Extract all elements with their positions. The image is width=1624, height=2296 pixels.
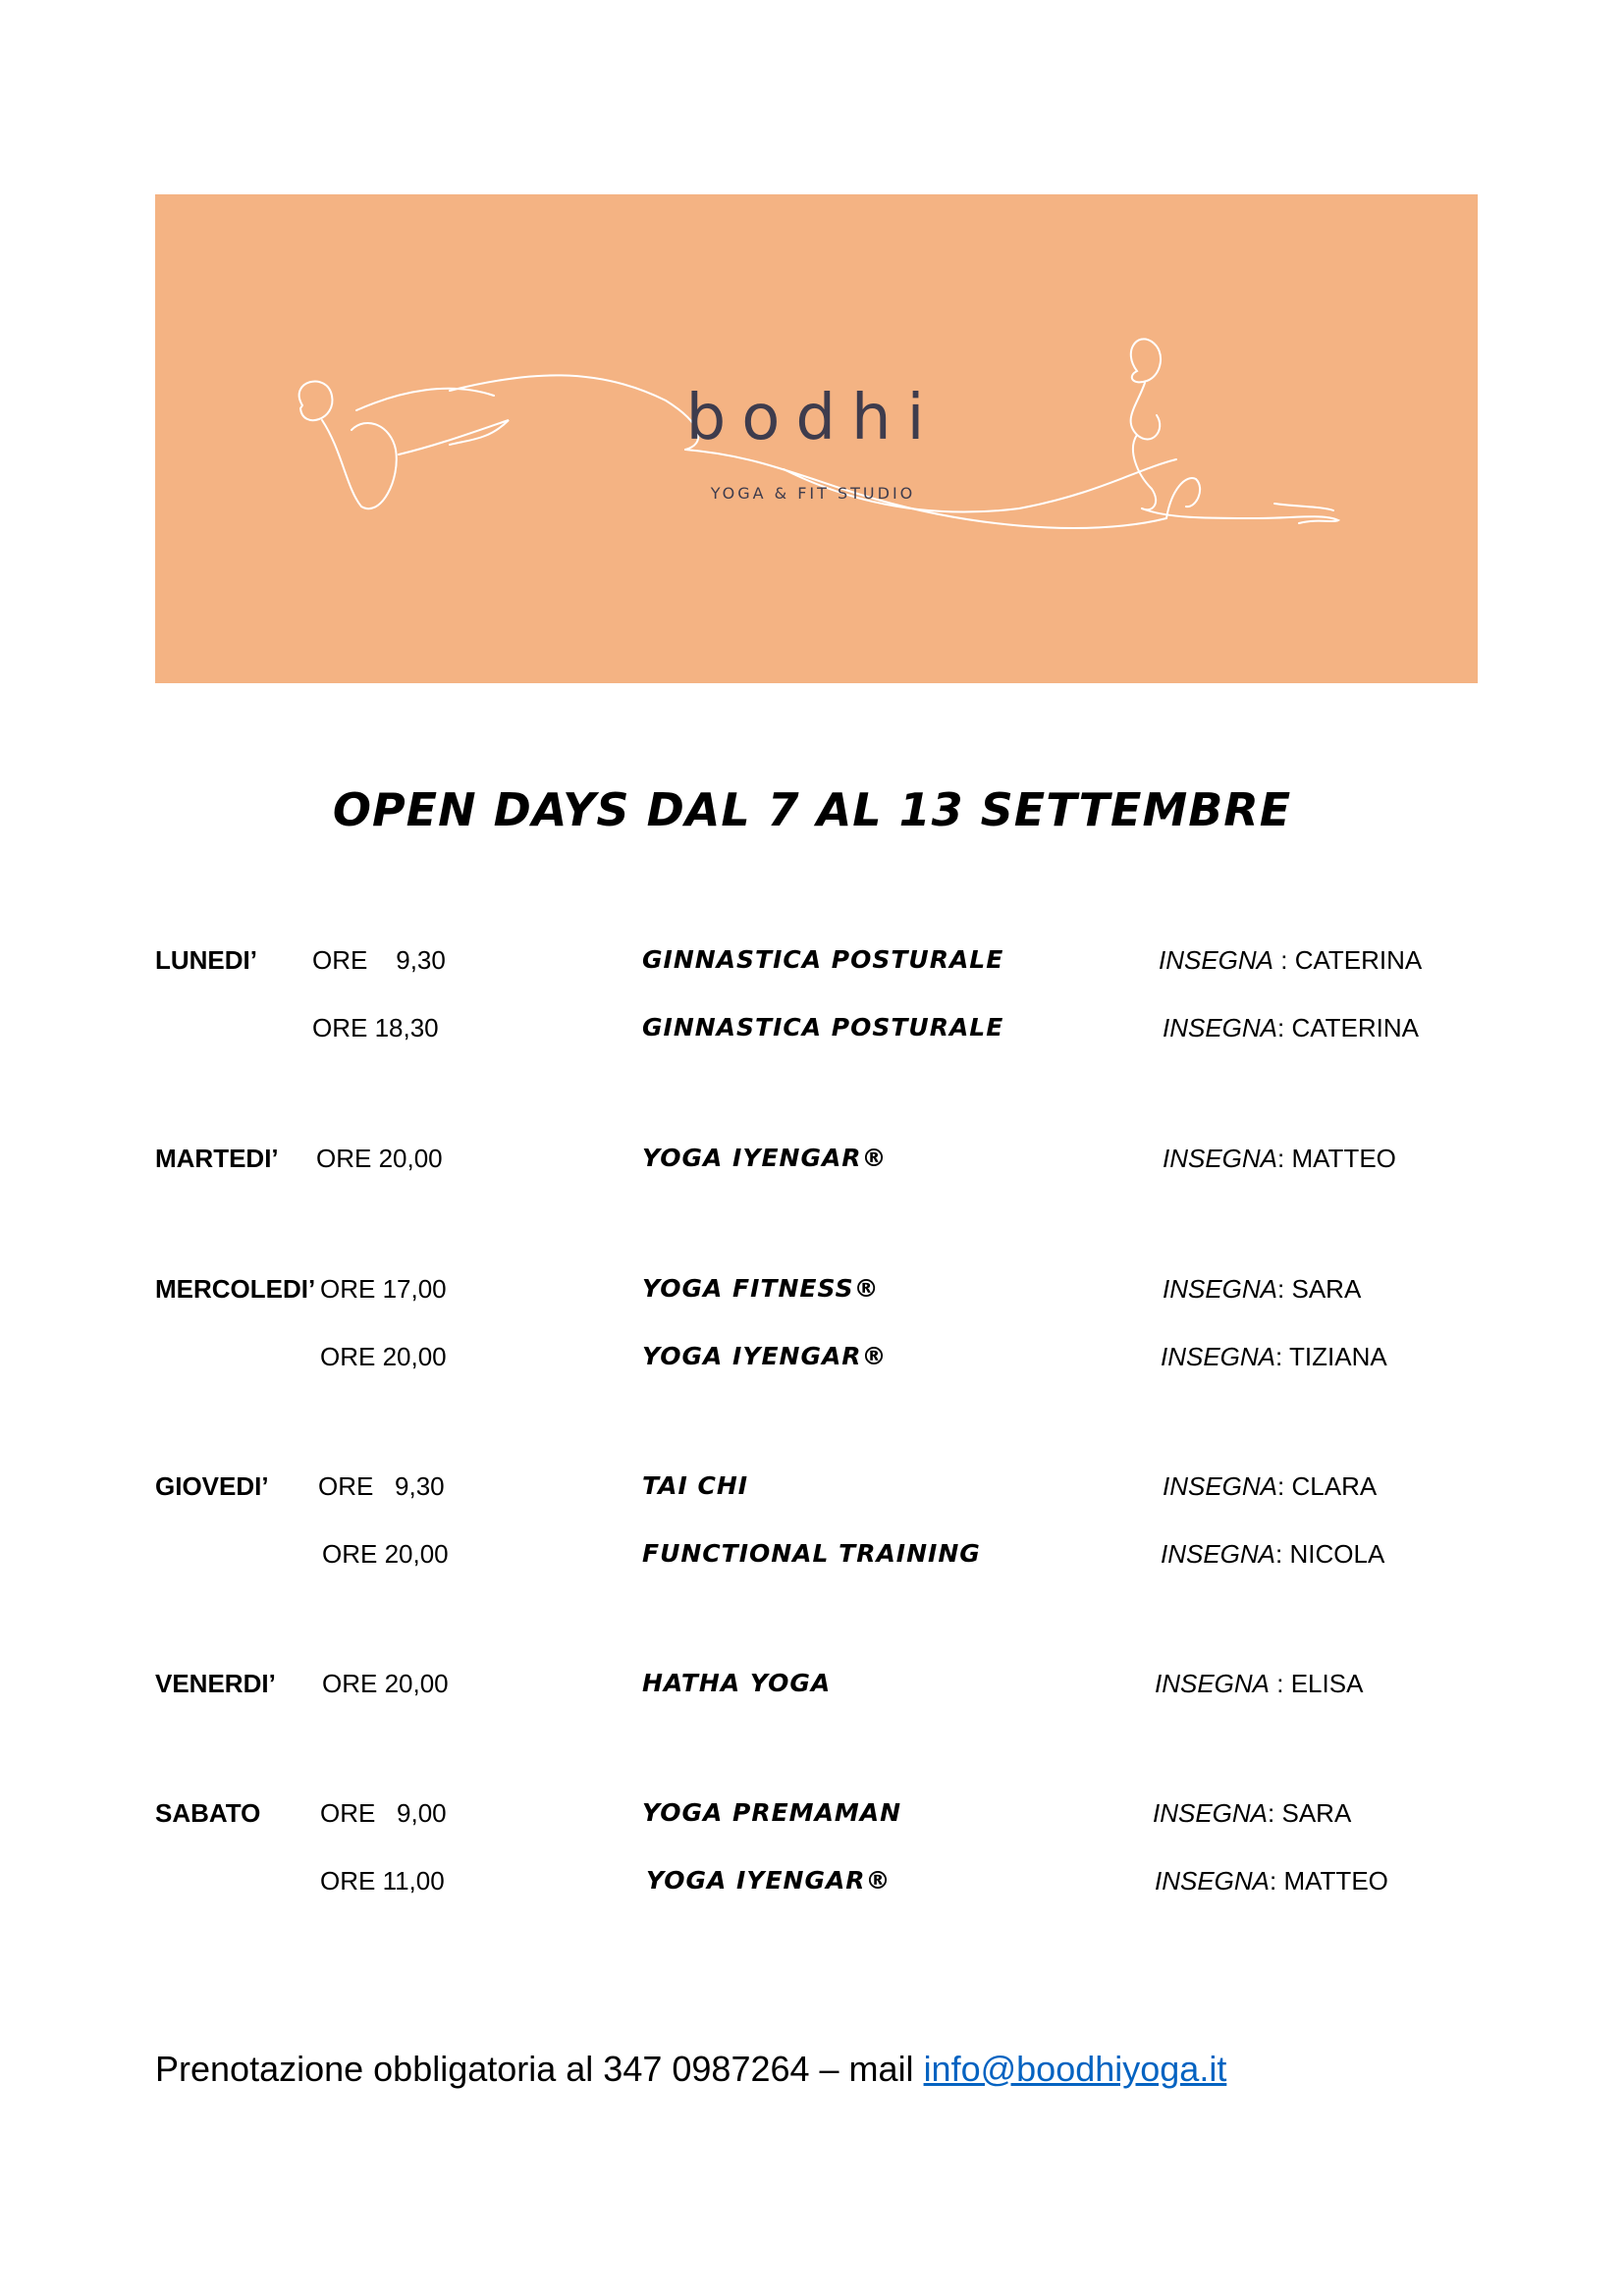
booking-note [155,2046,1226,2093]
schedule-time: ORE 20,00 [322,1669,449,1698]
schedule-teacher [1163,1139,1396,1178]
schedule-course: YOGA IYENGAR® [642,1144,888,1172]
schedule-time: ORE 20,00 [322,1539,449,1569]
schedule-row [0,1008,1624,1047]
schedule-time: ORE 18,30 [312,1013,439,1042]
schedule-row [0,1269,1624,1308]
schedule-course: YOGA FITNESS® [642,1274,880,1303]
schedule-teacher [1163,1269,1361,1308]
email-link[interactable]: info@boodhiyoga.it [923,2049,1227,2089]
schedule-time: ORE 9,30 [312,945,446,975]
schedule-row [0,1664,1624,1703]
schedule-course: YOGA PREMAMAN [642,1798,902,1827]
schedule-course: YOGA IYENGAR® [642,1342,888,1370]
teacher-label: INSEGNA [1161,1342,1276,1371]
schedule-time: ORE 17,00 [320,1274,447,1304]
brand-name: bodhi [685,382,941,454]
schedule-row [0,1793,1624,1833]
schedule-row [0,940,1624,980]
teacher-separator: : [1277,1144,1292,1173]
schedule-teacher [1161,1337,1387,1376]
page-title: OPEN DAYS DAL 7 AL 13 SETTEMBRE [332,783,1292,836]
schedule-course: YOGA IYENGAR® [646,1866,892,1895]
teacher-name: NICOLA [1289,1539,1385,1569]
schedule-teacher [1153,1793,1351,1833]
teacher-separator: : [1277,1471,1292,1501]
teacher-label: INSEGNA [1163,1471,1278,1501]
teacher-label: INSEGNA [1161,1539,1276,1569]
teacher-separator: : [1277,1274,1292,1304]
schedule-teacher [1163,1008,1419,1047]
teacher-name: CATERINA [1291,1013,1420,1042]
schedule-time: ORE 9,00 [320,1798,447,1828]
teacher-label: INSEGNA [1155,1669,1271,1698]
schedule-day: VENERDI’ [155,1669,276,1698]
schedule-course: GINNASTICA POSTURALE [642,1013,1004,1041]
schedule-row [0,1467,1624,1506]
schedule-row [0,1534,1624,1574]
teacher-separator: : [1277,1013,1292,1042]
schedule-day: SABATO [155,1798,261,1828]
schedule-time: ORE 20,00 [316,1144,443,1173]
teacher-label: INSEGNA [1163,1144,1278,1173]
schedule-course: HATHA YOGA [642,1669,832,1697]
schedule-course: GINNASTICA POSTURALE [642,945,1004,974]
schedule-teacher [1155,1664,1363,1703]
teacher-label: INSEGNA [1159,945,1274,975]
teacher-label: INSEGNA [1163,1013,1278,1042]
teacher-name: CLARA [1291,1471,1378,1501]
teacher-name: ELISA [1290,1669,1364,1698]
teacher-separator: : [1275,1539,1290,1569]
teacher-name: MATTEO [1283,1866,1388,1896]
schedule-day: GIOVEDI’ [155,1471,269,1501]
schedule-course: FUNCTIONAL TRAINING [642,1539,981,1568]
teacher-separator: : [1268,1798,1282,1828]
teacher-separator: : [1270,1866,1284,1896]
teacher-separator: : [1270,1669,1291,1698]
schedule-row [0,1139,1624,1178]
schedule-teacher [1161,1534,1384,1574]
schedule-day: MARTEDI’ [155,1144,279,1173]
schedule-row [0,1861,1624,1900]
teacher-separator: : [1273,945,1295,975]
brand-subtitle: YOGA & FIT STUDIO [710,484,916,503]
schedule-time: ORE 9,30 [318,1471,445,1501]
schedule-day: MERCOLEDI’ [155,1274,316,1304]
teacher-name: MATTEO [1291,1144,1396,1173]
teacher-label: INSEGNA [1153,1798,1269,1828]
teacher-name: SARA [1281,1798,1352,1828]
schedule-day: LUNEDI’ [155,945,257,975]
schedule-time: ORE 11,00 [320,1866,445,1896]
schedule-course: TAI CHI [642,1471,749,1500]
schedule-row [0,1337,1624,1376]
teacher-name: SARA [1291,1274,1362,1304]
schedule-teacher [1155,1861,1388,1900]
schedule-teacher [1159,940,1422,980]
teacher-label: INSEGNA [1163,1274,1278,1304]
schedule-time: ORE 20,00 [320,1342,447,1371]
teacher-label: INSEGNA [1155,1866,1271,1896]
teacher-name: CATERINA [1294,945,1423,975]
teacher-name: TIZIANA [1289,1342,1387,1371]
schedule-teacher [1163,1467,1377,1506]
teacher-separator: : [1275,1342,1290,1371]
booking-text: Prenotazione obbligatoria al 347 0987264 – mail [155,2049,924,2089]
logo-banner [155,194,1478,683]
